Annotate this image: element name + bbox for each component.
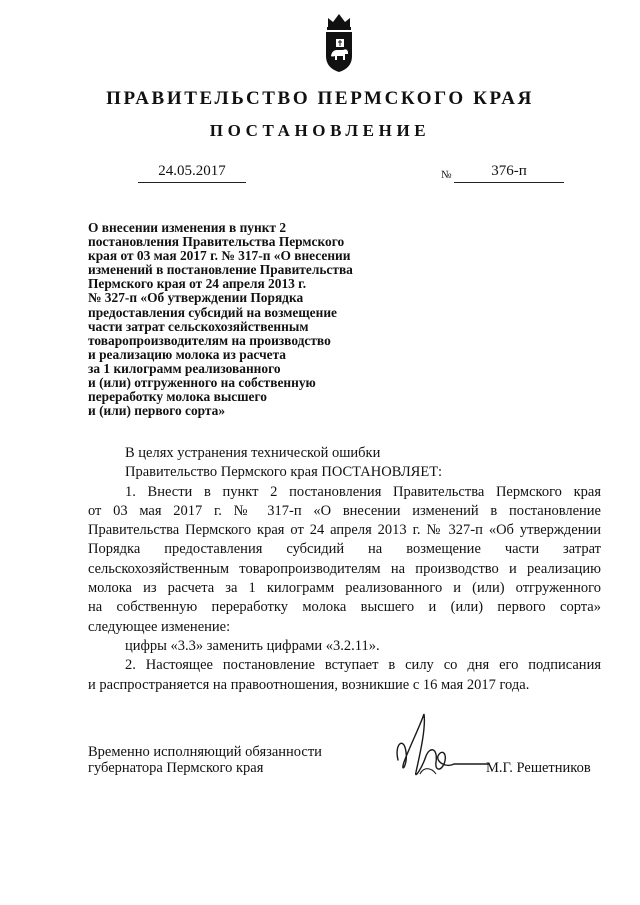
subject-line: и (или) отгруженного на собственную (88, 375, 316, 391)
subject-line: предоставления субсидий на возмещение (88, 304, 337, 320)
document-date: 24.05.2017 (138, 162, 246, 183)
subject-line: и реализацию молока из расчета (88, 346, 287, 362)
document-type: ПОСТАНОВЛЕНИЕ (209, 121, 431, 140)
subject-line: переработку молока высшего (88, 389, 267, 405)
signer-position-line: Временно исполняющий обязанности (88, 744, 322, 760)
item2-line: 2. Настоящее постановление вступает в силу со дня его подписания (125, 657, 601, 674)
item1-line: молока из расчета за 1 килограмм реализованного и (или) отгруженного (88, 580, 601, 597)
subject-line: Пермского края от 24 апреля 2013 г. (88, 276, 307, 292)
subject-line: части затрат сельскохозяйственным (88, 318, 309, 334)
number-sign: № (441, 169, 452, 181)
subject-line: за 1 килограмм реализованного (88, 360, 281, 376)
item1-line: сельскохозяйственным товаропроизводителям на производство и реализацию (88, 560, 601, 577)
document-number: 376-п (454, 162, 564, 183)
subject-line: и (или) первого сорта» (88, 403, 226, 419)
coat-of-arms-icon (322, 12, 356, 74)
subject-line: № 327-п «Об утверждении Порядка (88, 290, 304, 306)
item1-line: от 03 мая 2017 г. № 317-п «О внесении изменений в постановление (88, 502, 601, 519)
document-subject (88, 221, 408, 418)
signer-name: М.Г. Решетников (486, 760, 591, 776)
subject-line: изменений в постановление Правительства (88, 262, 353, 278)
preamble-line: Правительство Пермского края ПОСТАНОВЛЯЕТ: (125, 464, 443, 481)
item1-line: 1. Внести в пункт 2 постановления Правительства Пермского края (125, 483, 601, 500)
item1-line: на собственную переработку молока высшего и (или) первого сорта» (88, 599, 601, 616)
subject-line: товаропроизводителям на производство (88, 332, 331, 348)
subject-line: О внесении изменения в пункт 2 (88, 220, 287, 235)
item1-line: Правительства Пермского края от 24 апреля 2013 г. № 327-п «Об утверждении (88, 522, 601, 539)
handwritten-signature (380, 708, 500, 788)
signer-position-line: губернатора Пермского края (88, 760, 264, 776)
document-body (88, 444, 601, 695)
item1-line: Порядка предоставления субсидий на возмещение части затрат (88, 541, 601, 558)
item2-line: и распространяется на правоотношения, возникшие с 16 мая 2017 года. (88, 676, 530, 693)
replacement-line: цифры «3.3» заменить цифрами «3.2.11». (125, 637, 380, 654)
preamble-line: В целях устранения технической ошибки (125, 445, 381, 461)
signer-position (88, 744, 322, 776)
organization-title: ПРАВИТЕЛЬСТВО ПЕРМСКОГО КРАЯ (106, 88, 534, 109)
subject-line: постановления Правительства Пермского (88, 234, 345, 250)
item1-line: следующее изменение: (88, 618, 231, 635)
subject-line: края от 03 мая 2017 г. № 317-п «О внесении (88, 248, 351, 264)
